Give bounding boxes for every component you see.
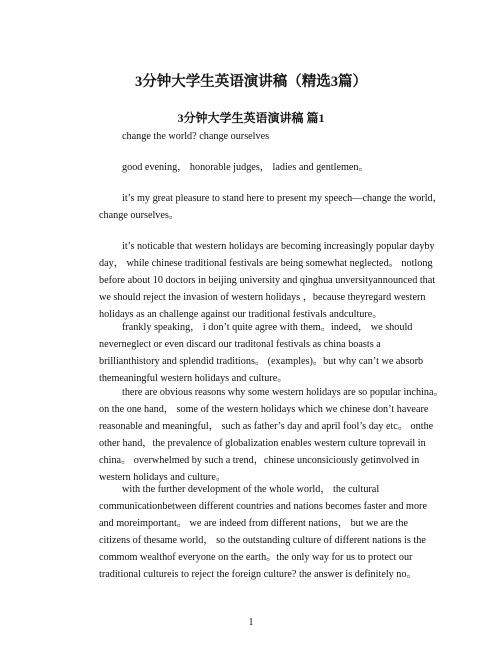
paragraph	[99, 190, 443, 224]
paragraph	[99, 384, 444, 486]
paragraph-line: brillianthistory and splendid traditions。 (examples)。but why can’t we absorb	[99, 356, 424, 367]
paragraph-line: communicationbetween different countries and nations becomes faster and more	[99, 501, 427, 512]
page-number: 1	[248, 617, 254, 628]
paragraph-line: reasonable and meaningful， such as father’s day and april fool’s day etc。 onthe	[99, 421, 434, 432]
paragraph	[99, 159, 435, 176]
paragraph-line: themeaningful western holidays and culture。	[99, 373, 288, 384]
paragraph-line: good evening， honorable judges， ladies and gentlemen。	[122, 162, 369, 173]
paragraph	[99, 481, 435, 583]
paragraph-line: other hand，the prevalence of globalization enables western culture toprevail in	[99, 438, 426, 449]
paragraph-line: china。 overwhelmed by such a trend，chinese unconsiciously getinvolved in	[99, 455, 420, 466]
paragraph-line: citizens of thesame world， so the outstanding culture of different nations is the	[99, 535, 426, 546]
paragraph-line: before about 10 doctors in beijing university and qinghua unversityannounced that	[99, 275, 436, 286]
paragraph-line: change ourselves。	[99, 210, 180, 221]
paragraph	[99, 128, 435, 145]
paragraph-line: commom wealthof everyone on the earth。the only way for us to protect our	[99, 552, 413, 563]
paragraph-line: western holidays and culture。	[99, 472, 227, 483]
paragraph	[99, 238, 435, 323]
paragraph-line: neverneglect or even discard our traditonal festivals as china boasts a	[99, 339, 381, 350]
paragraph-line: change the world? change ourselves	[122, 131, 270, 142]
section-title: 3分钟大学生英语演讲稿 篇1	[177, 111, 325, 125]
paragraph-line: there are obvious reasons why some western holidays are so popular inchina。	[122, 387, 444, 398]
paragraph-line: traditional cultureis to reject the foreign culture? the answer is definitely no。	[99, 569, 417, 580]
paragraph-line: holidays as an challenge against our traditional festivals andculture。	[99, 309, 383, 320]
paragraph-line: on the one hand， some of the western holidays which we chinese don’t haveare	[99, 404, 429, 415]
paragraph-line: it’s noticable that western holidays are becoming increasingly popular dayby	[122, 241, 435, 252]
paragraph-line: with the further development of the whole world， the cultural	[122, 484, 380, 495]
paragraph-line: we should reject the invasion of western holidays ，because theyregard western	[99, 292, 426, 303]
paragraph-line: it’s my great pleasure to stand here to present my speech—change the world，	[122, 193, 443, 204]
paragraph-line: and moreimportant。 we are indeed from different nations， but we are the	[99, 518, 409, 529]
paragraph-line: frankly speaking， i don’t quite agree with them。indeed， we should	[122, 322, 413, 333]
paragraph-line: day， while chinese traditional festivals are being somewhat neglected。 notlong	[99, 258, 433, 269]
document-title: 3分钟大学生英语演讲稿（精选3篇）	[135, 74, 367, 90]
paragraph	[99, 319, 435, 387]
